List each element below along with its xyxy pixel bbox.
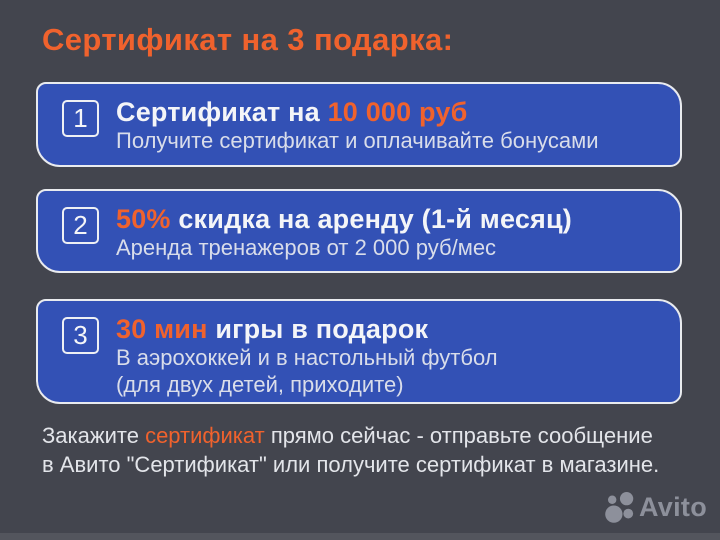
offer-title-accent: 50% (116, 204, 171, 234)
cta-accent-word: сертификат (145, 423, 265, 448)
offer-card-2 (36, 189, 682, 273)
bottom-band (0, 533, 720, 540)
offer-text-block (116, 97, 599, 155)
offer-card-1 (36, 82, 682, 167)
call-to-action-text (42, 422, 690, 479)
offer-text-block (116, 204, 572, 262)
offer-number: 3 (73, 320, 88, 350)
offer-title-text: Сертификат на (116, 97, 328, 127)
avito-logo-text: Avito (639, 492, 707, 522)
offer-number-badge (62, 100, 99, 137)
offer-title (116, 97, 599, 128)
offer-title (116, 314, 498, 345)
cta-text-line2: в Авито "Сертификат" или получите сертификат в магазине. (42, 451, 660, 477)
offer-subtitle: Аренда тренажеров от 2 000 руб/мес (116, 235, 497, 261)
offer-text-block (116, 314, 498, 399)
offer-title (116, 204, 572, 235)
offer-card-3 (36, 299, 682, 404)
avito-dots-icon (605, 492, 636, 523)
offer-number-badge (62, 207, 99, 244)
offer-title-accent: 30 мин (116, 314, 208, 344)
offer-title-text-after: игры в подарок (207, 314, 429, 344)
offer-title-text-after: скидка на аренду (1-й месяц) (170, 204, 572, 234)
offer-number: 1 (73, 103, 88, 133)
offer-subtitle: В аэрохоккей и в настольный футбол (116, 345, 498, 371)
cta-text: Закажите (42, 423, 146, 448)
offer-subtitle-line2: (для двух детей, приходите) (116, 371, 404, 397)
cta-text-after: прямо сейчас - отправьте сообщение (264, 423, 653, 448)
offer-number-badge (62, 317, 99, 354)
offer-title-accent: 10 000 руб (327, 97, 468, 127)
offer-subtitle: Получите сертификат и оплачивайте бонусами (116, 128, 599, 154)
page-title: Сертификат на 3 подарка: (42, 22, 454, 57)
offer-number: 2 (73, 210, 88, 240)
avito-watermark (605, 492, 707, 523)
